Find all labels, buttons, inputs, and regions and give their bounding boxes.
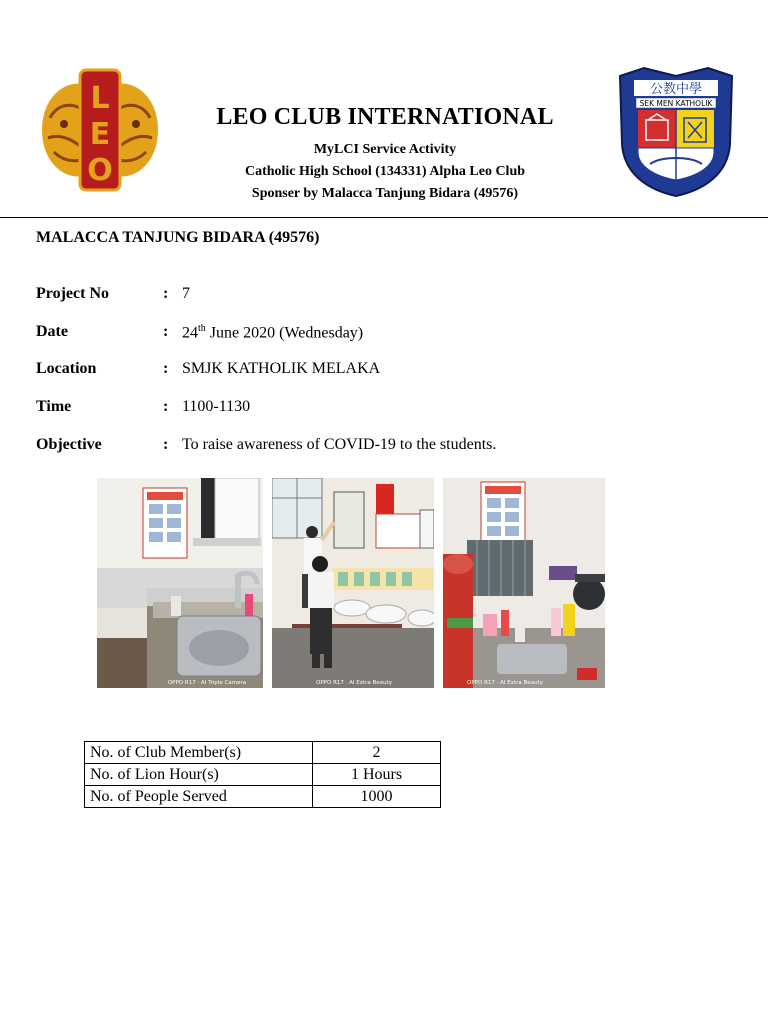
school-crest-logo (614, 66, 738, 198)
header-line-school: Catholic High School (134331) Alpha Leo Club (244, 164, 526, 179)
crest-banner-text: SEK MEN KATHOLIK (639, 99, 713, 108)
header-line-sponsor: Sponser by Malacca Tanjung Bidara (49576) (251, 186, 519, 201)
field-colon: : (163, 398, 169, 415)
stats-table (84, 741, 441, 808)
table-row (85, 786, 441, 808)
stat-label: No. of Lion Hour(s) (85, 764, 313, 786)
field-value: To raise awareness of COVID-19 to the students. (182, 436, 497, 453)
photo-watermark: OPPO R17 · AI Extra Beauty (467, 680, 543, 686)
field-label: Project No (36, 285, 109, 302)
activity-photo-1 (97, 478, 263, 688)
leo-letter-l: L (90, 81, 110, 116)
field-colon: : (163, 436, 169, 453)
field-value: 7 (182, 285, 190, 302)
leo-logo (36, 68, 164, 192)
activity-photo-3 (443, 478, 605, 688)
field-value: 1100-1130 (182, 398, 251, 415)
table-row (85, 742, 441, 764)
stat-value: 1000 (313, 786, 441, 808)
stat-label: No. of People Served (85, 786, 313, 808)
field-colon: : (163, 360, 169, 377)
field-value: SMJK KATHOLIK MELAKA (182, 360, 381, 377)
header-divider (0, 217, 768, 218)
leo-letter-o: O (87, 153, 113, 188)
header-line-activity: MyLCI Service Activity (313, 142, 457, 157)
crest-chinese-text: 公教中學 (649, 82, 703, 97)
field-label: Date (36, 323, 68, 340)
stat-value: 1 Hours (313, 764, 441, 786)
club-name: MALACCA TANJUNG BIDARA (49576) (36, 229, 320, 246)
field-colon: : (163, 323, 169, 340)
page-title: LEO CLUB INTERNATIONAL (216, 104, 554, 130)
stat-value: 2 (313, 742, 441, 764)
stat-label: No. of Club Member(s) (85, 742, 313, 764)
field-label: Location (36, 360, 97, 377)
leo-letter-e: E (89, 117, 111, 152)
field-label: Time (36, 398, 72, 415)
photo-watermark: OPPO R17 · AI Extra Beauty (316, 680, 392, 686)
field-label: Objective (36, 436, 102, 453)
field-value: 24th June 2020 (Wednesday) (182, 323, 364, 342)
table-row (85, 764, 441, 786)
photo-watermark: OPPO R17 · AI Triple Camera (167, 680, 247, 686)
activity-photo-2 (272, 478, 434, 688)
field-colon: : (163, 285, 169, 302)
